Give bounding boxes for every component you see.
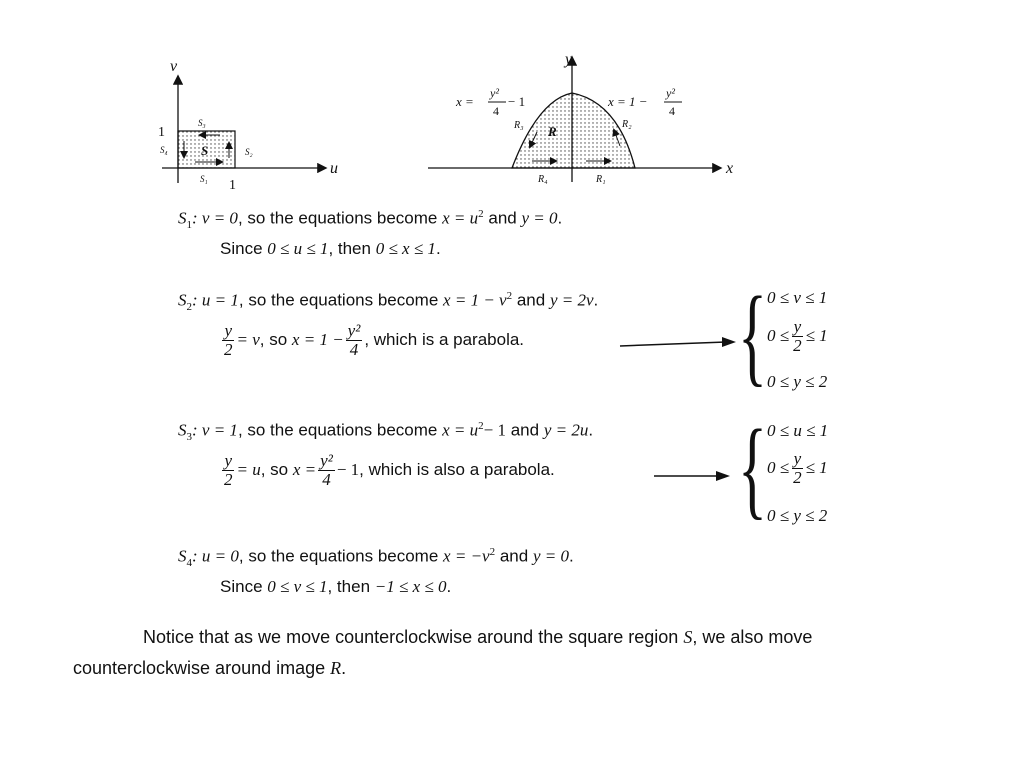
s2-parabola-line	[220, 322, 524, 359]
s3-condition: : v = 1	[192, 420, 238, 440]
s1-range2: 0 ≤ x ≤ 1	[375, 239, 436, 258]
s3-eq1-tail: − 1	[483, 420, 506, 440]
s1-range1: 0 ≤ u ≤ 1	[267, 239, 329, 258]
left-curve-eq-lhs: x =	[456, 94, 474, 109]
r4-label: R₄	[538, 174, 548, 185]
s3-eqv: = u	[236, 459, 261, 479]
s4-eq1: x = −v	[443, 546, 490, 566]
s1-eq1: x = u	[442, 208, 479, 228]
s1-text: , so the equations become	[237, 208, 438, 228]
v-axis-label: v	[170, 58, 178, 75]
notice-text-b: , we also move	[692, 627, 813, 647]
s2-and: and	[516, 290, 546, 310]
s3-y2-over-4: $\frac{\text{y²}}{4}$	[320, 451, 333, 489]
s2-y2-over-4: $\frac{\text{y²}}{4}$	[347, 321, 361, 359]
s4-text: , so the equations become	[238, 546, 439, 566]
s4-subscript: 4	[186, 557, 192, 570]
s3-eq1: x = u	[442, 420, 479, 440]
s4-label: S₄	[160, 145, 168, 155]
notice-line-2	[73, 658, 346, 679]
s3-parabola-line	[220, 452, 555, 489]
s2-eq1: x = 1 − v	[443, 290, 507, 310]
s4-period: .	[568, 546, 574, 566]
u-tick-one: 1	[229, 178, 236, 193]
s4-condition: : u = 0	[192, 546, 239, 566]
s3-y-over-2: $\frac{y}{2}$	[224, 451, 233, 489]
s1-eq1-sup: 2	[478, 208, 484, 220]
s2-eq2: y = 2v	[549, 290, 594, 310]
s3-brace: {	[738, 407, 768, 529]
s1-label: S₁	[200, 174, 208, 184]
s2-bound-3: 0 ≤ y ≤ 2	[767, 372, 828, 391]
s4-since: Since	[220, 577, 263, 596]
s4-eq2: y = 0	[532, 546, 569, 566]
s3-text: , so the equations become	[237, 420, 438, 440]
s4-symbol: S	[178, 546, 187, 566]
s1-end: .	[435, 239, 441, 258]
r1-label: R₁	[596, 174, 606, 185]
x-axis-label: x	[726, 160, 734, 177]
s3-and: and	[510, 420, 540, 440]
r2-label: R₂	[622, 119, 632, 130]
s3-xeq: x =	[292, 459, 317, 479]
s1-condition: : v = 0	[192, 208, 238, 228]
s4-since-line	[220, 577, 451, 597]
s1-and: and	[488, 208, 517, 228]
s1-since: Since	[220, 239, 263, 258]
s3-label: S₃	[198, 118, 206, 128]
s3-bound-3: 0 ≤ y ≤ 2	[767, 506, 828, 525]
notice-s-symbol: S	[683, 627, 693, 647]
s4-eq1-sup: 2	[489, 546, 496, 558]
s4-range2: −1 ≤ x ≤ 0	[374, 577, 447, 596]
y-axis-label: y	[565, 51, 573, 68]
notice-line-1	[143, 627, 812, 648]
s4-then: , then	[327, 577, 371, 596]
left-curve-eq-num: y²	[490, 86, 499, 100]
right-curve-eq-den: 4	[669, 104, 675, 118]
s2-condition: : u = 1	[192, 290, 239, 310]
s2-eq1-sup: 2	[506, 290, 513, 302]
s2-which: , which is a parabola.	[364, 329, 525, 349]
s2-subscript: 2	[186, 301, 192, 314]
notice-text-d: .	[341, 658, 347, 678]
s1-subscript: 1	[186, 219, 192, 232]
s3-which: , which is also a parabola.	[359, 459, 555, 479]
square-s-label: S	[201, 143, 209, 158]
uv-square-figure	[150, 55, 350, 200]
s1-symbol: S	[178, 208, 187, 228]
region-r-label: R	[548, 124, 557, 139]
s2-brace: {	[738, 274, 768, 396]
s3-subscript: 3	[186, 431, 192, 444]
s1-line	[178, 208, 562, 231]
s3-eq2: y = 2u	[543, 420, 589, 440]
s3-tail: − 1	[336, 459, 360, 479]
s3-so: , so	[260, 459, 289, 479]
s2-arrow	[618, 336, 738, 352]
s3-line	[178, 420, 593, 443]
notice-text-c: counterclockwise around image	[73, 658, 326, 678]
s1-since-line	[220, 239, 441, 259]
s2-line	[178, 290, 598, 313]
s2-y-over-2: $\frac{y}{2}$	[224, 321, 233, 359]
s4-line	[178, 546, 574, 569]
s2-text: , so the equations become	[238, 290, 439, 310]
s3-bound-1: 0 ≤ u ≤ 1	[767, 421, 829, 440]
u-axis-label: u	[330, 160, 338, 177]
r3-label: R₃	[514, 120, 524, 131]
s2-period: .	[593, 290, 599, 310]
s2-bound-1: 0 ≤ v ≤ 1	[767, 288, 828, 307]
s2-symbol: S	[178, 290, 187, 310]
s2-so: , so	[259, 329, 288, 349]
s2-xeq: x = 1 −	[291, 329, 344, 349]
s3-symbol: S	[178, 420, 187, 440]
s2-bound-2: 0 ≤ $\frac{y}{2}$ ≤ 1	[767, 317, 828, 355]
s4-and: and	[499, 546, 529, 566]
right-curve-eq-num: y²	[666, 86, 675, 100]
s3-eq1-sup: 2	[478, 420, 484, 432]
s1-period: .	[557, 208, 563, 228]
s3-bound-2: 0 ≤ $\frac{y}{2}$ ≤ 1	[767, 449, 828, 487]
s3-period: .	[588, 420, 594, 440]
notice-text-a: Notice that as we move counterclockwise around the square region	[143, 627, 679, 647]
v-tick-one: 1	[158, 125, 165, 140]
left-curve-eq-den: 4	[493, 104, 499, 118]
s3-arrow	[652, 468, 732, 484]
s1-eq2: y = 0	[521, 208, 558, 228]
xy-region-figure	[420, 50, 750, 190]
s4-end: .	[446, 577, 452, 596]
s1-then: , then	[328, 239, 371, 258]
s2-eqv: = v	[236, 329, 260, 349]
s4-range1: 0 ≤ v ≤ 1	[267, 577, 328, 596]
left-curve-eq-tail: − 1	[508, 94, 526, 109]
notice-r-symbol: R	[330, 658, 342, 678]
s2-label: S₂	[245, 147, 253, 157]
right-curve-eq-lhs: x = 1 −	[608, 94, 648, 109]
